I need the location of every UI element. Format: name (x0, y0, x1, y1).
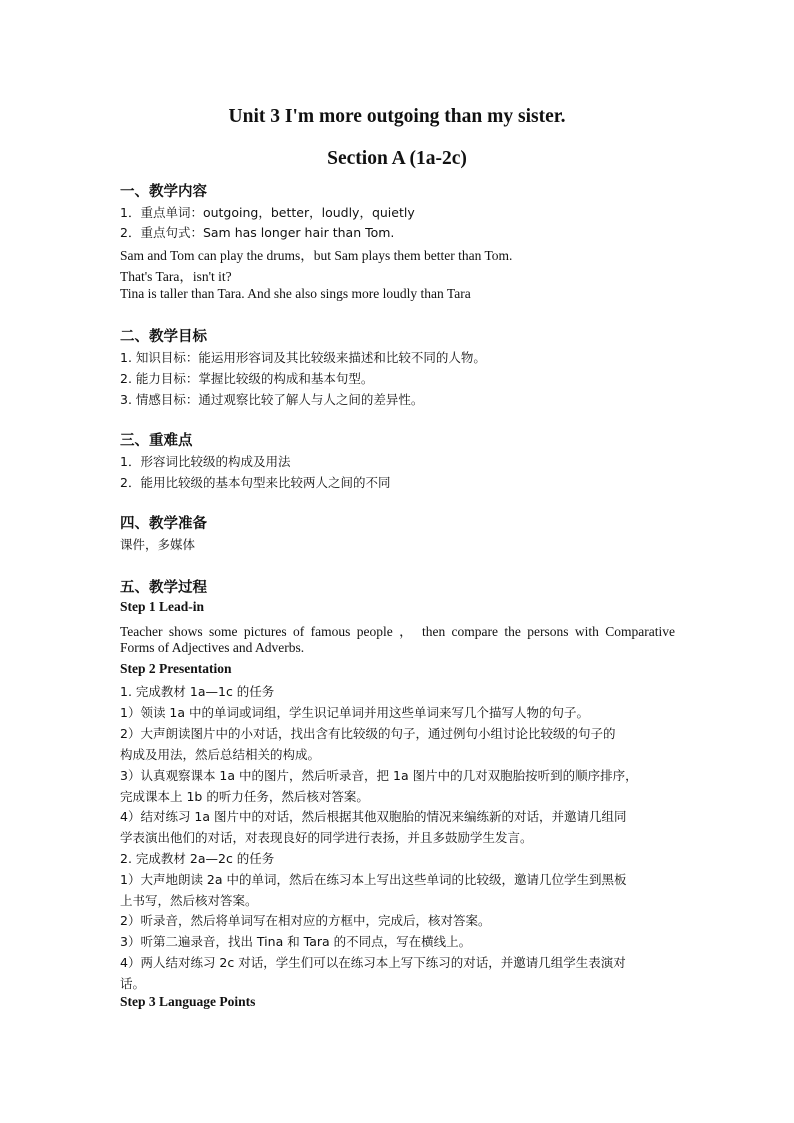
content-line: Tina is taller than Tara. And she also sings more loudly than Tara (120, 286, 471, 301)
step2-line: 1）大声地朗读 2a 中的单词，然后在练习本上写出这些单词的比较级，邀请几位学生到黑板 (120, 872, 627, 887)
step-heading-3: Step 3 Language Points (120, 994, 256, 1009)
step2-line: 2）听录音，然后将单词写在相对应的方框中，完成后，核对答案。 (120, 913, 491, 928)
section-heading-process: 五、教学过程 (120, 580, 207, 596)
step2-line: 4）结对练习 1a 图片中的对话，然后根据其他双胞胎的情况来编练新的对话，并邀请几组同 (120, 809, 627, 824)
step1-line: Teacher shows some pictures of famous people ， then compare the persons with Comparative (120, 624, 675, 639)
document-subtitle: Section A (1a-2c) (327, 148, 467, 169)
section-heading-key-points: 三、重难点 (120, 433, 193, 449)
section-heading-preparation: 四、教学准备 (120, 516, 207, 532)
objective-line: 3. 情感目标：通过观察比较了解人与人之间的差异性。 (120, 392, 424, 407)
preparation-line: 课件，多媒体 (120, 537, 196, 552)
objective-line: 2. 能力目标：掌握比较级的构成和基本句型。 (120, 371, 374, 386)
step-heading-1: Step 1 Lead-in (120, 599, 205, 614)
step2-line: 上书写，然后核对答案。 (120, 893, 258, 908)
content-line: 2．重点句式：Sam has longer hair than Tom. (120, 225, 395, 240)
content-line: 1．重点单词：outgoing，better，loudly，quietly (120, 205, 415, 220)
key-point-line: 2．能用比较级的基本句型来比较两人之间的不同 (120, 475, 391, 490)
document-title: Unit 3 I'm more outgoing than my sister. (228, 106, 566, 127)
step2-line: 完成课本上 1b 的听力任务，然后核对答案。 (120, 789, 369, 804)
step2-line: 构成及用法，然后总结相关的构成。 (120, 747, 321, 762)
step2-line: 3）听第二遍录音，找出 Tina 和 Tara 的不同点，写在横线上。 (120, 934, 472, 949)
content-line: Sam and Tom can play the drums，but Sam plays them better than Tom. (120, 248, 513, 263)
content-line: That's Tara，isn't it? (120, 269, 232, 284)
step1-line: Forms of Adjectives and Adverbs. (120, 640, 305, 655)
step2-line: 4）两人结对练习 2c 对话，学生们可以在练习本上写下练习的对话，并邀请几组学生表演对 (120, 955, 626, 970)
step-heading-2: Step 2 Presentation (120, 661, 232, 676)
key-point-line: 1．形容词比较级的构成及用法 (120, 454, 291, 469)
step2-line: 2. 完成教材 2a—2c 的任务 (120, 851, 275, 866)
step2-line: 学表演出他们的对话，对表现良好的同学进行表扬，并且多鼓励学生发言。 (120, 830, 533, 845)
step2-line: 3）认真观察课本 1a 中的图片，然后听录音，把 1a 图片中的几对双胞胎按听到的顺序排序， (120, 768, 638, 783)
step2-line: 1. 完成教材 1a—1c 的任务 (120, 684, 275, 699)
step2-line: 2）大声朗读图片中的小对话，找出含有比较级的句子，通过例句小组讨论比较级的句子的 (120, 726, 616, 741)
step2-line: 1）领读 1a 中的单词或词组，学生识记单词并用这些单词来写几个描写人物的句子。 (120, 705, 590, 720)
objective-line: 1. 知识目标：能运用形容词及其比较级来描述和比较不同的人物。 (120, 350, 486, 365)
section-heading-objectives: 二、教学目标 (120, 329, 207, 345)
step2-line: 话。 (120, 976, 146, 991)
section-heading-content: 一、教学内容 (120, 184, 207, 200)
